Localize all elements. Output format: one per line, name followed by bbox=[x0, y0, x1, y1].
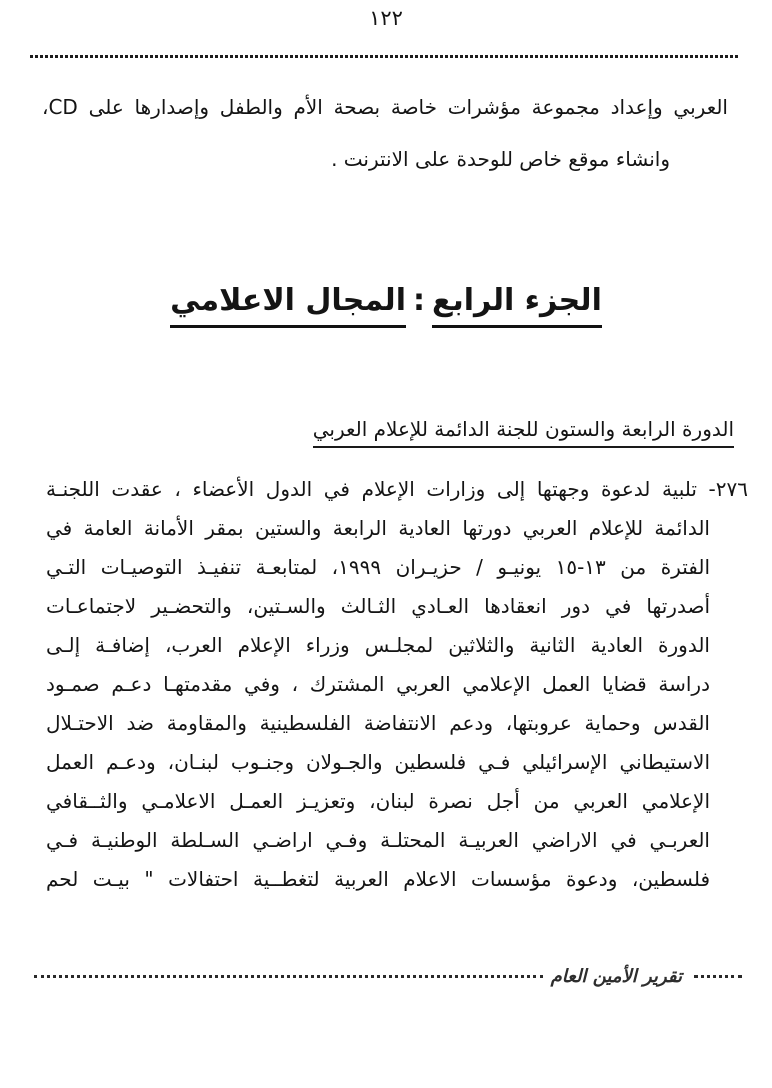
body-line: فلسطين، ودعوة مؤسسات الاعلام العربية لتغطــية احتفالات " بيـت لحم bbox=[46, 867, 710, 891]
section-heading bbox=[38, 417, 734, 441]
section-heading-text: الدورة الرابعة والستون للجنة الدائمة للإعلام العربي bbox=[313, 417, 734, 448]
footer-signature: تقرير الأمين العام bbox=[550, 965, 682, 987]
page-number: ١٢٢ bbox=[369, 6, 403, 30]
body-line: الدورة العادية الثانية والثلاثين لمجلـس وزراء الإعلام العرب، إضافـة إلـى bbox=[46, 633, 710, 657]
body-line: دراسة قضايا العمل الإعلامي العربي المشترك ، وفي مقدمتهـا دعـم صمـود bbox=[46, 672, 710, 696]
part-heading-label: الجزء الرابع bbox=[432, 283, 602, 328]
body-line: الاستيطاني الإسرائيلي فـي فلسطين والجـولان وجنـوب لبنـان، ودعـم العمل bbox=[46, 750, 710, 774]
top-rule bbox=[30, 55, 738, 58]
body-paragraph bbox=[46, 470, 748, 899]
body-line: العربـي في الاراضي العربيـة المحتلـة وفـي اراضـي السـلطة الوطنيـة فـي bbox=[46, 828, 710, 852]
intro-paragraph bbox=[42, 90, 728, 194]
page-footer bbox=[34, 962, 742, 990]
part-heading bbox=[0, 283, 772, 318]
body-line: الفترة من ١٣-١٥ يونيـو / حزيـران ١٩٩٩، لمتابعـة تنفيـذ التوصيـات التـي bbox=[46, 555, 711, 579]
intro-line: وانشاء موقع خاص للوحدة على الانترنت . bbox=[331, 147, 670, 171]
body-line: القدس وحماية عروبتها، ودعم الانتفاضة الفلسطينية والمقاومة ضد الاحتـلال bbox=[46, 711, 710, 735]
body-line: أصدرتها في دور انعقادها العـادي الثـالث والسـتين، والتحضـير لاجتماعـات bbox=[46, 594, 710, 618]
part-heading-title: المجال الاعلامي bbox=[170, 283, 406, 328]
part-heading-colon: : bbox=[412, 283, 425, 318]
body-line: ٢٧٦- تلبية لدعوة وجهتها إلى وزارات الإعلام في الدول الأعضاء ، عقدت اللجنـة bbox=[46, 477, 748, 501]
footer-rule bbox=[34, 975, 543, 978]
body-line: الإعلامي العربي من أجل نصرة لبنان، وتعزيـز العمـل الاعلامـي والثــقافي bbox=[46, 789, 710, 813]
intro-line: العربي وإعداد مجموعة مؤشرات خاصة بصحة الأم والطفل وإصدارها على CD، bbox=[42, 95, 728, 119]
body-line: الدائمة للإعلام العربي دورتها العادية الرابعة والستين بمقر الأمانة العامة في bbox=[46, 516, 710, 540]
footer-dash-rule bbox=[694, 975, 742, 978]
